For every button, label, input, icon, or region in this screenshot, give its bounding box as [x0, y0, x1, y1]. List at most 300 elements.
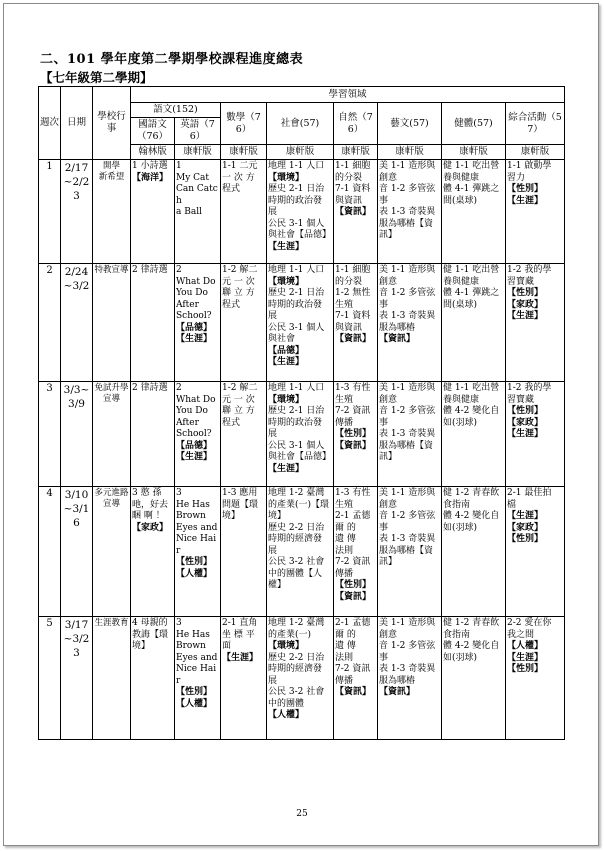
cell-line: 體 4-2 變化自 [443, 406, 500, 416]
header-integrated: 綜合活動（57） [506, 103, 565, 145]
cell-line: 的產業(一) [268, 629, 312, 640]
math-cell [221, 160, 267, 264]
event-cell [93, 382, 131, 487]
week-cell: 1 [39, 160, 61, 264]
arts-cell [378, 617, 442, 740]
date-cell [61, 160, 93, 264]
cell-line: 2 [176, 383, 182, 393]
cell-line: 公民 3-2 社會 [268, 557, 325, 567]
cell-line: 創意 [379, 394, 398, 405]
english-cell [175, 487, 221, 617]
cell-line: Nice Hair [176, 664, 217, 686]
cell-line: 2 [176, 265, 182, 275]
date-cell [61, 617, 93, 740]
cell-line: 食指南 [443, 499, 471, 510]
social-cell [267, 617, 334, 740]
cell-line: 權】 [268, 580, 287, 590]
cell-line: 如(羽球) [443, 652, 478, 663]
cell-line: 境】 [222, 511, 241, 521]
cell-line: 美 1-1 造形與 [379, 618, 436, 628]
nature-cell [334, 382, 378, 487]
cell-line: 音 1-2 多管弦 [379, 406, 436, 416]
cell-line: 1-1 細胞 [335, 265, 371, 275]
cell-line: You Do [176, 406, 208, 416]
cell-line: 與資訊 [335, 322, 363, 333]
cell-line: 訊】 [379, 557, 398, 567]
cell-line: Brown [176, 511, 206, 521]
cell-line: 食指南 [443, 629, 471, 640]
cell-line: 的分裂 [335, 172, 363, 183]
header-chinese: 國語文（76） [131, 118, 175, 145]
cell-line: 【資訊】 [379, 687, 416, 697]
event-cell [93, 264, 131, 382]
cell-line: 體 4-1 彈跳之 [443, 184, 500, 194]
nature-cell [334, 617, 378, 740]
cell-line: 事 [379, 652, 389, 663]
header-nature: 自然（76） [334, 103, 378, 145]
cell-line: 地理 1-1 人口 [268, 161, 325, 171]
cell-line: 1-1 啟動學 [507, 161, 552, 171]
cell-line: 法則 [335, 545, 354, 556]
cell-line: 一 次 方 [222, 172, 255, 183]
cell-line: 【生涯】 [176, 452, 213, 462]
cell-line: 公民 3-2 社會 [268, 687, 325, 697]
header-domain: 學習領域 [131, 87, 565, 103]
event-cell [93, 487, 131, 617]
arts-cell [378, 160, 442, 264]
page-title: 二、101 學年度第二學期學校課程進度總表 [40, 52, 304, 67]
cell-line: 美 1-1 造形與 [379, 488, 436, 498]
header-language: 語文(152) [131, 103, 221, 118]
cell-line: School? [176, 311, 212, 321]
cell-line: ~2/2 [63, 176, 90, 188]
cell-line: 健 1-2 青春飲 [443, 618, 500, 628]
cell-line: 境】 [268, 511, 287, 521]
cell-line: 【生涯】 [507, 511, 544, 521]
cell-line: 與社會【品德】 [268, 452, 332, 462]
event-cell [93, 160, 131, 264]
publisher-english: 康軒版 [175, 145, 221, 160]
cell-line: What Do [176, 394, 216, 405]
cell-line: 時期的政治發 [268, 195, 323, 206]
math-cell [221, 487, 267, 617]
cell-line: 【品德】 [176, 322, 213, 333]
cell-line: 2/24 [64, 266, 89, 278]
cell-line: 1-3 有性 [335, 488, 371, 498]
cell-line: 【人權】 [176, 568, 213, 579]
health-cell [442, 487, 506, 617]
cell-line: 【性別】 [335, 429, 372, 439]
publisher-nature: 康軒版 [334, 145, 378, 160]
cell-line: 【生涯】 [268, 241, 305, 252]
cell-line: 3 [176, 488, 182, 498]
cell-line: 我之間 [507, 629, 535, 640]
cell-line: 宣導 [102, 499, 120, 509]
cell-line: 創意 [379, 629, 398, 640]
cell-line: 事 [379, 195, 389, 206]
cell-line: 【環境】 [268, 641, 305, 651]
schedule-body [39, 160, 565, 740]
health-cell [442, 617, 506, 740]
cell-line: 【人權】 [507, 641, 544, 651]
cell-line: 創意 [379, 276, 398, 287]
cell-line: 服為哪樁【資 [379, 440, 434, 451]
cell-line: 3 憨 孫 [132, 488, 162, 498]
week-cell: 4 [39, 487, 61, 617]
cell-line: He Has [176, 499, 210, 510]
cell-line: 境】 [132, 641, 151, 651]
cell-line: 歷史 2-1 日治 [268, 288, 325, 298]
cell-line: 【生涯】 [507, 311, 544, 321]
cell-line: 服為哪樁【資 [379, 218, 434, 229]
cell-line: 2 律詩選 [132, 265, 168, 275]
cell-line: ~3/1 [63, 503, 90, 515]
cell-line: 新希望 [98, 172, 125, 182]
cell-line: 3 [73, 190, 80, 202]
cell-line: 【資訊】 [335, 440, 372, 451]
arts-cell [378, 264, 442, 382]
cell-line: 美 1-1 造形與 [379, 383, 436, 393]
cell-line: 程式 [222, 299, 241, 310]
cell-line: 【環境】 [268, 276, 305, 287]
cell-line: 體 4-2 變化自 [443, 641, 500, 651]
cell-line: 【家政】 [507, 522, 544, 533]
cell-line: 【資訊】 [335, 591, 372, 602]
table-row [39, 617, 565, 740]
cell-line: Can Catch [176, 184, 218, 206]
cell-line: 7-1 資料 [335, 184, 371, 194]
cell-line: 教誨【環 [132, 629, 169, 640]
cell-line: 展 [268, 545, 278, 556]
cell-line: 事 [379, 417, 389, 428]
cell-line: 公民 3-1 個人 [268, 322, 325, 333]
cell-line: 習寶藏 [507, 276, 535, 287]
cell-line: 【資訊】 [379, 334, 416, 344]
cell-line: 生涯教育 [94, 618, 129, 628]
cell-line: 表 1-3 奇裝異 [379, 664, 436, 674]
cell-line: 音 1-2 多管弦 [379, 641, 436, 651]
header-arts: 藝文(57) [378, 103, 442, 145]
cell-line: 【性別】 [507, 288, 544, 298]
header-event: 學校行事 [93, 87, 131, 160]
cell-line: 1-3 有性 [335, 383, 371, 393]
date-cell [61, 382, 93, 487]
cell-line: 程式 [222, 417, 241, 428]
event-cell [93, 617, 131, 740]
publisher-integrated: 康軒版 [506, 145, 565, 160]
cell-line: 與社會 [268, 334, 296, 344]
cell-line: 展 [268, 429, 278, 439]
social-cell [267, 160, 334, 264]
cell-line: 歷史 2-1 日治 [268, 406, 325, 416]
table-row [39, 487, 565, 617]
cell-line: 7-2 資訊 [335, 406, 371, 416]
cell-line: 歷史 2-1 日治 [268, 184, 325, 194]
cell-line: 音 1-2 多管弦 [379, 184, 436, 194]
health-cell [442, 264, 506, 382]
table-row [39, 264, 565, 382]
math-cell [221, 382, 267, 487]
social-cell [267, 264, 334, 382]
cell-line: You Do [176, 288, 208, 298]
cell-line: 【人權】 [176, 698, 213, 709]
cell-line: Eyes and [176, 652, 218, 663]
cell-line: 元 一 次 [222, 394, 255, 405]
cell-line: 體 4-1 彈跳之 [443, 288, 500, 298]
cell-line: 1-3 應用 [222, 488, 258, 498]
week-cell: 3 [39, 382, 61, 487]
cell-line: Brown [176, 641, 206, 651]
cell-line: 地理 1-2 臺灣 [268, 488, 325, 498]
cell-line: 2-1 孟德 [335, 511, 371, 521]
integrated-cell [506, 264, 565, 382]
cell-line: 服為哪樁 [379, 675, 416, 686]
week-cell: 2 [39, 264, 61, 382]
english-cell [175, 617, 221, 740]
cell-line: 檔 [507, 499, 517, 510]
cell-line: 2-1 最佳拍 [507, 488, 552, 498]
cell-line: 公民 3-1 個人 [268, 218, 325, 229]
cell-line: 聯 立 方 [222, 288, 255, 298]
cell-line: 【性別】 [176, 557, 213, 567]
cell-line: School? [176, 429, 212, 439]
publisher-social: 康軒版 [267, 145, 334, 160]
date-cell [61, 487, 93, 617]
nature-cell [334, 487, 378, 617]
cell-line: 多元進路 [94, 488, 129, 498]
cell-line: 健 1-1 吃出營 [443, 383, 500, 393]
cell-line: 聯 立 方 [222, 406, 255, 416]
cell-line: 開學 [102, 161, 120, 171]
cell-line: 【家政】 [132, 522, 169, 533]
cell-line: 健 1-2 青春飲 [443, 488, 500, 498]
cell-line: 1 [176, 161, 182, 171]
cell-line: 的產業(一)【環 [268, 499, 330, 510]
header-date: 日期 [61, 87, 93, 160]
cell-line: 【生涯】 [507, 652, 544, 663]
cell-line: 【性別】 [507, 184, 544, 194]
cell-line: 音 1-2 多管弦 [379, 288, 436, 298]
cell-line: 7-2 資訊 [335, 664, 371, 674]
cell-line: 3/17 [64, 619, 89, 631]
cell-line: 養與健康 [443, 394, 480, 405]
cell-line: 事 [379, 522, 389, 533]
cell-line: 中的團體 [268, 698, 305, 709]
cell-line: 地理 1-2 臺灣 [268, 618, 325, 628]
cell-line: 傳播 [335, 675, 354, 686]
cell-line: 宣導 [102, 394, 120, 404]
cell-line: 3 [73, 647, 80, 659]
cell-line: 與社會【品德】 [268, 230, 332, 240]
integrated-cell [506, 382, 565, 487]
cell-line: 【生涯】 [222, 652, 259, 663]
cell-line: 睏 啊 ！ [132, 511, 165, 521]
publisher-chinese: 翰林版 [131, 145, 175, 160]
cell-line: 3 [176, 618, 182, 628]
cell-line: 表 1-3 奇裝異 [379, 311, 436, 321]
cell-line: 法則 [335, 652, 354, 663]
math-cell [221, 617, 267, 740]
cell-line: 公民 3-1 個人 [268, 440, 325, 451]
cell-line: 時期的經濟發 [268, 664, 323, 674]
date-cell [61, 264, 93, 382]
cell-line: 與資訊 [335, 195, 363, 206]
cell-line: 訊】 [379, 452, 398, 462]
cell-line: 【家政】 [507, 299, 544, 310]
cell-line: 免試升學 [94, 383, 129, 393]
cell-line: 體 4-2 變化自 [443, 511, 500, 521]
cell-line: 表 1-3 奇裝異 [379, 534, 436, 544]
cell-line: 2-1 直角 [222, 618, 258, 628]
cell-line: 時期的政治發 [268, 417, 323, 428]
cell-line: 遺 傳 [335, 641, 356, 651]
cell-line: 【環境】 [268, 394, 305, 405]
cell-line: 音 1-2 多管弦 [379, 511, 436, 521]
cell-line: 爾 的 [335, 522, 356, 533]
cell-line: Eyes and [176, 522, 218, 533]
cell-line: 【生涯】 [268, 357, 305, 367]
week-cell: 5 [39, 617, 61, 740]
cell-line: 健 1-1 吃出營 [443, 265, 500, 275]
chinese-cell [131, 264, 175, 382]
cell-line: 傳播 [335, 568, 354, 579]
publisher-health: 康軒版 [442, 145, 506, 160]
cell-line: 爾 的 [335, 629, 356, 640]
math-cell [221, 264, 267, 382]
chinese-cell [131, 382, 175, 487]
cell-line: 表 1-3 奇裝異 [379, 429, 436, 439]
cell-line: ~3/2 [63, 280, 90, 292]
cell-line: 【生涯】 [507, 195, 544, 206]
integrated-cell [506, 617, 565, 740]
header-english: 英語（76） [175, 118, 221, 145]
health-cell [442, 160, 506, 264]
cell-line: 地理 1-1 人口 [268, 265, 325, 275]
schedule-table [38, 86, 565, 740]
chinese-cell [131, 160, 175, 264]
cell-line: 3/9 [68, 398, 85, 410]
social-cell [267, 382, 334, 487]
cell-line: 元 一 次 [222, 276, 255, 287]
header-social: 社會(57) [267, 103, 334, 145]
cell-line: 面 [222, 641, 232, 651]
cell-line: 訊】 [379, 230, 398, 240]
cell-line: 【人權】 [268, 710, 305, 720]
social-cell [267, 487, 334, 617]
cell-line: 美 1-1 造形與 [379, 161, 436, 171]
cell-line: Nice Hair [176, 534, 217, 556]
cell-line: 1-2 解二 [222, 383, 258, 393]
cell-line: 【性別】 [176, 687, 213, 697]
cell-line: He Has [176, 629, 210, 640]
cell-line: 習力 [507, 172, 526, 183]
cell-line: 歷史 2-2 日治 [268, 522, 325, 533]
cell-line: After [176, 417, 199, 428]
cell-line: 1 小詩選 [132, 161, 168, 171]
cell-line: 的分裂 [335, 276, 363, 287]
header-health: 健體(57) [442, 103, 506, 145]
cell-line: a Ball [176, 207, 202, 217]
cell-line: 1-2 我的學 [507, 383, 552, 393]
cell-line: 【性別】 [507, 406, 544, 416]
cell-line: 服為哪樁 [379, 322, 416, 333]
chinese-cell [131, 617, 175, 740]
english-cell [175, 382, 221, 487]
cell-line: 【性別】 [507, 664, 544, 674]
cell-line: 表 1-3 奇裝異 [379, 207, 436, 217]
cell-line: 健 1-1 吃出營 [443, 161, 500, 171]
cell-line: 創意 [379, 172, 398, 183]
cell-line: 2-1 孟德 [335, 618, 371, 628]
cell-line: 程式 [222, 184, 241, 194]
cell-line: 養與健康 [443, 276, 480, 287]
cell-line: 如(羽球) [443, 522, 478, 533]
cell-line: 展 [268, 311, 278, 321]
cell-line: 生殖 [335, 299, 354, 310]
cell-line: 吔，好去 [132, 499, 169, 510]
cell-line: 【家政】 [507, 417, 544, 428]
cell-line: 地理 1-1 人口 [268, 383, 325, 393]
cell-line: My Cat [176, 172, 210, 183]
cell-line: 【生涯】 [268, 463, 305, 474]
cell-line: 【資訊】 [335, 207, 372, 217]
cell-line: 2/17 [64, 162, 89, 174]
publisher-math: 康軒版 [221, 145, 267, 160]
cell-line: 【資訊】 [335, 334, 372, 344]
cell-line: 問題【環 [222, 499, 259, 510]
english-cell [175, 264, 221, 382]
table-row [39, 382, 565, 487]
header-week: 週次 [39, 87, 61, 160]
cell-line: 2-2 愛在你 [507, 618, 552, 628]
header-math: 數學（76） [221, 103, 267, 145]
cell-line: 時期的政治發 [268, 299, 323, 310]
cell-line: 美 1-1 造形與 [379, 265, 436, 275]
cell-line: 1-1 細胞 [335, 161, 371, 171]
cell-line: 展 [268, 675, 278, 686]
table-row [39, 160, 565, 264]
health-cell [442, 382, 506, 487]
cell-line: 展 [268, 207, 278, 217]
nature-cell [334, 160, 378, 264]
page-subtitle: 【七年級第二學期】 [40, 70, 153, 85]
cell-line: 時期的經濟發 [268, 534, 323, 544]
cell-line: What Do [176, 276, 216, 287]
cell-line: 【性別】 [335, 580, 372, 590]
cell-line: 【海洋】 [132, 172, 169, 183]
cell-line: 歷史 2-2 日治 [268, 652, 325, 663]
cell-line: 生殖 [335, 499, 354, 510]
cell-line: 創意 [379, 499, 398, 510]
cell-line: 【品德】 [268, 345, 305, 356]
cell-line: 如(羽球) [443, 417, 478, 428]
chinese-cell [131, 487, 175, 617]
arts-cell [378, 382, 442, 487]
cell-line: 遺 傳 [335, 534, 356, 544]
cell-line: 【生涯】 [507, 429, 544, 439]
cell-line: 3/10 [64, 489, 89, 501]
english-cell [175, 160, 221, 264]
cell-line: 【資訊】 [335, 687, 372, 697]
publisher-arts: 康軒版 [378, 145, 442, 160]
cell-line: 1-2 我的學 [507, 265, 552, 275]
cell-line: 7-2 資訊 [335, 557, 371, 567]
cell-line: 1-2 解二 [222, 265, 258, 275]
integrated-cell [506, 487, 565, 617]
cell-line: 中的團體【人 [268, 568, 323, 579]
cell-line: 【環境】 [268, 172, 305, 183]
arts-cell [378, 487, 442, 617]
